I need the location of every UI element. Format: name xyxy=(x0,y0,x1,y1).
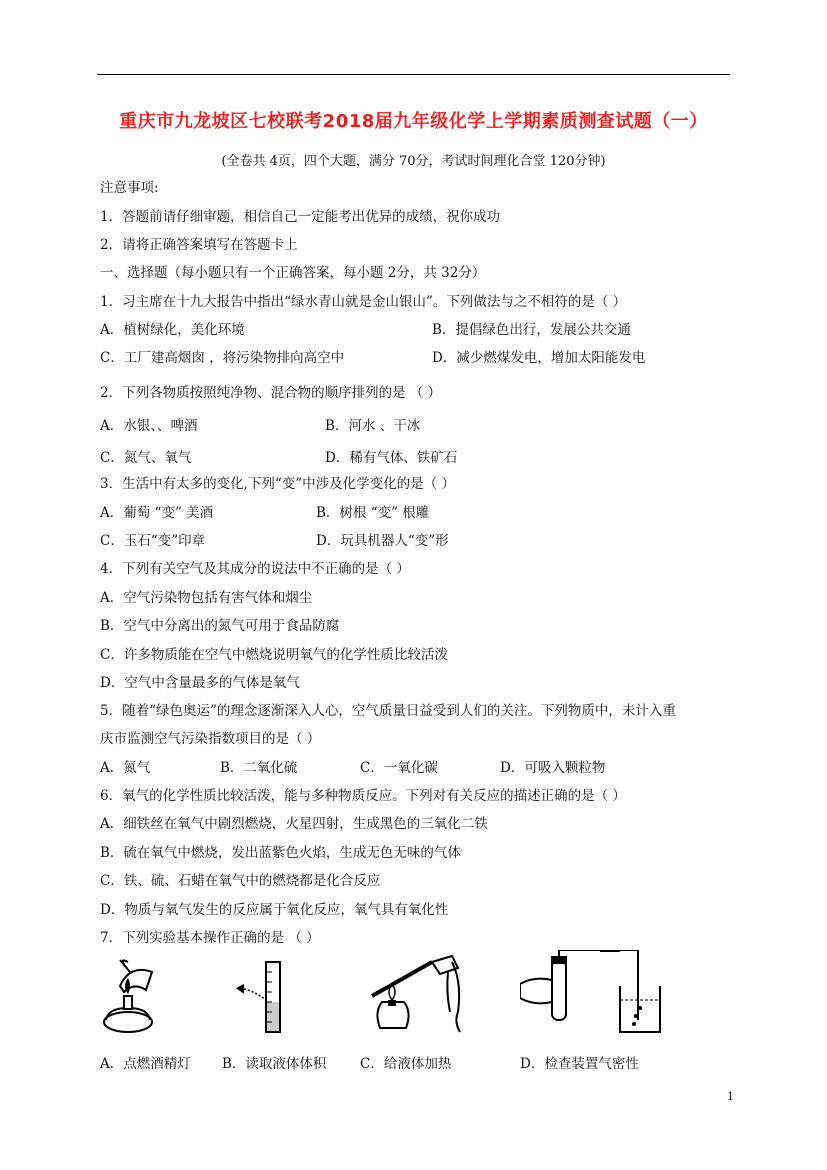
option: D．检查装置气密性 xyxy=(520,1056,639,1072)
option: C．一氧化碳 xyxy=(360,760,438,776)
airtightness-check-figure xyxy=(520,950,680,1036)
option: D．玩具机器人“变”形 xyxy=(316,533,449,549)
option: A．植树绿化，美化环境 xyxy=(100,322,245,338)
option: C．给液体加热 xyxy=(360,1056,452,1072)
option: A．点燃酒精灯 xyxy=(100,1056,191,1072)
page-number: 1 xyxy=(727,1090,734,1103)
option: D．减少燃煤发电，增加太阳能发电 xyxy=(432,350,646,366)
note-item: 1．答题前请仔细审题，相信自己一定能考出优异的成绩，祝你成功 xyxy=(100,209,501,225)
option: A．细铁丝在氧气中剧烈燃烧，火星四射，生成黑色的三氧化二铁 xyxy=(100,816,488,832)
option: B．硫在氧气中燃烧，发出蓝紫色火焰，生成无色无味的气体 xyxy=(100,845,461,861)
section-heading: 一、选择题（每小题只有一个正确答案，每小题 2分，共 32分） xyxy=(100,265,486,281)
option: C．玉石“变”印章 xyxy=(100,533,206,549)
alcohol-lamp-figure xyxy=(100,956,160,1036)
page-title: 重庆市九龙坡区七校联考2018届九年级化学上学期素质测查试题（一） xyxy=(119,111,708,132)
question-stem: 2．下列各物质按照纯净物、混合物的顺序排列的是 （ ） xyxy=(100,385,442,401)
option: D．稀有气体、铁矿石 xyxy=(325,450,458,466)
experiment-figures xyxy=(100,956,700,1036)
option: D．空气中含量最多的气体是氧气 xyxy=(100,675,300,691)
option: B．二氧化硫 xyxy=(220,760,298,776)
question-stem-cont: 庆市监测空气污染指数项目的是（ ） xyxy=(100,731,321,747)
option: C．许多物质能在空气中燃烧说明氧气的化学性质比较活泼 xyxy=(100,647,448,663)
option: C．铁、硫、石蜡在氧气中的燃烧都是化合反应 xyxy=(100,873,381,889)
option: A．葡萄 “变” 美酒 xyxy=(100,505,214,521)
question-stem: 1．习主席在十九大报告中指出“绿水青山就是金山银山”。下列做法与之不相符的是（ ） xyxy=(100,294,627,310)
option: B．读取液体体积 xyxy=(222,1056,327,1072)
option: A．水银、、啤酒 xyxy=(100,418,198,434)
note-item: 2．请将正确答案填写在答题卡上 xyxy=(100,237,298,253)
option: D．可吸入颗粒物 xyxy=(500,760,606,776)
notes-heading: 注意事项: xyxy=(100,180,159,196)
exam-info: (全卷共 4页，四个大题，满分 70分，考试时间理化合堂 120分钟) xyxy=(221,154,606,169)
option: C．工厂建高烟囱 ，将污染物排向高空中 xyxy=(100,350,345,366)
option: B．树根 “变” 根雕 xyxy=(316,505,430,521)
question-stem: 6．氧气的化学性质比较活泼，能与多种物质反应。下列对有关反应的描述正确的是（ ） xyxy=(100,788,626,804)
option: D．物质与氧气发生的反应属于氧化反应，氧气具有氧化性 xyxy=(100,902,449,918)
option: B．河水 、干冰 xyxy=(325,418,421,434)
question-stem: 7．下列实验基本操作正确的是 （ ） xyxy=(100,930,320,946)
question-stem: 4．下列有关空气及其成分的说法中不正确的是（ ） xyxy=(100,561,410,577)
option: A．氮气 xyxy=(100,760,151,776)
question-stem: 3．生活中有太多的变化,下列“变”中涉及化学变化的是（ ） xyxy=(100,476,455,492)
header-rule xyxy=(97,74,730,75)
heating-liquid-figure xyxy=(362,952,472,1036)
option: A．空气污染物包括有害气体和烟尘 xyxy=(100,590,313,606)
question-stem: 5．随着“绿色奥运”的理念逐渐深入人心，空气质量日益受到人们的关注。下列物质中，未计入重 xyxy=(100,703,676,719)
option: B．提倡绿色出行，发展公共交通 xyxy=(432,322,631,338)
option: B．空气中分离出的氮气可用于食品防腐 xyxy=(100,618,340,634)
graduated-cylinder-figure xyxy=(230,958,290,1036)
option: C．氮气、氧气 xyxy=(100,450,192,466)
